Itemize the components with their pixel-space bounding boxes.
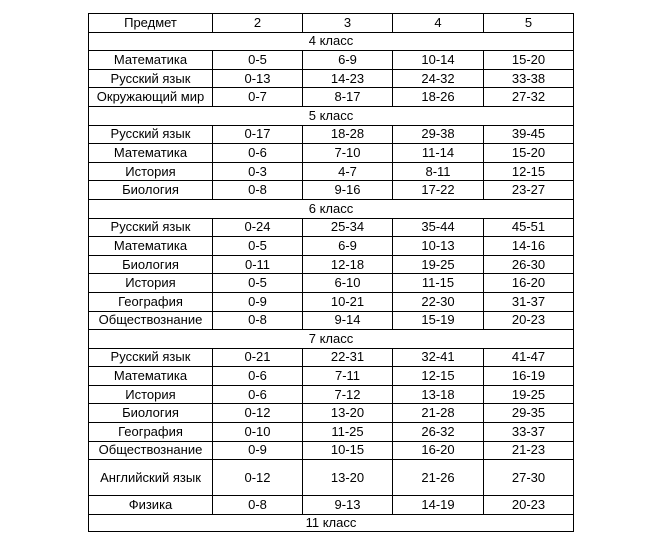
score-range-cell: 10-15	[303, 441, 393, 460]
score-range-cell: 41-47	[484, 348, 574, 367]
score-range-cell: 21-23	[484, 441, 574, 460]
table-row	[89, 404, 574, 423]
score-range-cell: 7-12	[303, 385, 393, 404]
score-range-cell: 33-37	[484, 423, 574, 442]
table-row	[89, 274, 574, 293]
score-range-cell: 35-44	[393, 218, 484, 237]
score-range-cell: 14-16	[484, 237, 574, 256]
table-row	[89, 348, 574, 367]
score-range-cell: 0-5	[213, 274, 303, 293]
score-range-cell: 0-9	[213, 292, 303, 311]
score-range-cell: 7-10	[303, 144, 393, 163]
section-title: 7 класс	[89, 330, 574, 349]
subject-cell: Математика	[89, 237, 213, 256]
section-header-row	[89, 514, 574, 531]
subject-cell: История	[89, 274, 213, 293]
score-range-cell: 0-8	[213, 311, 303, 330]
section-title: 4 класс	[89, 32, 574, 51]
score-range-cell: 16-20	[393, 441, 484, 460]
score-range-cell: 26-32	[393, 423, 484, 442]
score-range-cell: 10-21	[303, 292, 393, 311]
score-range-cell: 22-30	[393, 292, 484, 311]
score-range-cell: 0-8	[213, 496, 303, 515]
score-range-cell: 0-24	[213, 218, 303, 237]
table-row	[89, 51, 574, 70]
section-title: 5 класс	[89, 106, 574, 125]
score-range-cell: 18-26	[393, 88, 484, 107]
score-range-cell: 24-32	[393, 69, 484, 88]
score-range-cell: 9-13	[303, 496, 393, 515]
subject-cell: Обществознание	[89, 441, 213, 460]
table-body	[89, 14, 574, 532]
subject-cell: Биология	[89, 255, 213, 274]
section-header-row	[89, 330, 574, 349]
table-row	[89, 144, 574, 163]
table-row	[89, 460, 574, 496]
subject-cell: Математика	[89, 367, 213, 386]
header-cell-grade-3: 3	[303, 14, 393, 33]
header-cell-grade-2: 2	[213, 14, 303, 33]
score-range-cell: 15-20	[484, 144, 574, 163]
table-row	[89, 367, 574, 386]
score-range-cell: 13-18	[393, 385, 484, 404]
table-row	[89, 385, 574, 404]
table-row	[89, 311, 574, 330]
score-range-cell: 27-32	[484, 88, 574, 107]
score-range-cell: 13-20	[303, 460, 393, 496]
score-range-cell: 18-28	[303, 125, 393, 144]
table-row	[89, 218, 574, 237]
score-range-cell: 10-13	[393, 237, 484, 256]
score-range-cell: 21-26	[393, 460, 484, 496]
score-range-cell: 32-41	[393, 348, 484, 367]
score-range-cell: 0-8	[213, 181, 303, 200]
score-range-cell: 0-13	[213, 69, 303, 88]
subject-cell: Биология	[89, 181, 213, 200]
score-range-cell: 6-10	[303, 274, 393, 293]
score-range-cell: 13-20	[303, 404, 393, 423]
table-row	[89, 441, 574, 460]
score-range-cell: 16-20	[484, 274, 574, 293]
subject-cell: Русский язык	[89, 69, 213, 88]
subject-cell: Математика	[89, 51, 213, 70]
table-row	[89, 162, 574, 181]
table-row	[89, 69, 574, 88]
score-range-cell: 25-34	[303, 218, 393, 237]
score-range-cell: 19-25	[484, 385, 574, 404]
score-range-cell: 0-5	[213, 51, 303, 70]
score-range-cell: 29-38	[393, 125, 484, 144]
score-range-cell: 14-23	[303, 69, 393, 88]
subject-cell: Английский язык	[89, 460, 213, 496]
subject-cell: Русский язык	[89, 125, 213, 144]
score-range-cell: 0-21	[213, 348, 303, 367]
table-row	[89, 255, 574, 274]
score-range-cell: 21-28	[393, 404, 484, 423]
table-row	[89, 292, 574, 311]
table-row	[89, 181, 574, 200]
subject-cell: Математика	[89, 144, 213, 163]
subject-cell: География	[89, 292, 213, 311]
score-range-cell: 0-6	[213, 385, 303, 404]
score-range-cell: 27-30	[484, 460, 574, 496]
score-range-cell: 12-15	[484, 162, 574, 181]
table-row	[89, 237, 574, 256]
score-range-cell: 33-38	[484, 69, 574, 88]
score-range-cell: 20-23	[484, 311, 574, 330]
score-range-cell: 0-12	[213, 460, 303, 496]
score-range-cell: 8-17	[303, 88, 393, 107]
score-range-cell: 0-5	[213, 237, 303, 256]
score-range-cell: 0-9	[213, 441, 303, 460]
score-range-cell: 0-6	[213, 144, 303, 163]
score-range-cell: 31-37	[484, 292, 574, 311]
score-range-cell: 9-14	[303, 311, 393, 330]
score-range-cell: 11-15	[393, 274, 484, 293]
score-range-cell: 0-12	[213, 404, 303, 423]
score-range-cell: 12-18	[303, 255, 393, 274]
table-row	[89, 496, 574, 515]
section-header-row	[89, 32, 574, 51]
score-range-cell: 6-9	[303, 51, 393, 70]
score-range-cell: 0-7	[213, 88, 303, 107]
subject-cell: История	[89, 162, 213, 181]
header-cell-subject: Предмет	[89, 14, 213, 33]
score-range-cell: 4-7	[303, 162, 393, 181]
grade-thresholds-table	[88, 13, 574, 532]
score-range-cell: 10-14	[393, 51, 484, 70]
section-title: 11 класс	[89, 514, 574, 531]
score-range-cell: 39-45	[484, 125, 574, 144]
score-range-cell: 15-20	[484, 51, 574, 70]
subject-cell: Окружающий мир	[89, 88, 213, 107]
score-range-cell: 29-35	[484, 404, 574, 423]
score-range-cell: 16-19	[484, 367, 574, 386]
score-range-cell: 17-22	[393, 181, 484, 200]
table-row	[89, 88, 574, 107]
score-range-cell: 9-16	[303, 181, 393, 200]
score-range-cell: 0-17	[213, 125, 303, 144]
score-range-cell: 7-11	[303, 367, 393, 386]
score-range-cell: 19-25	[393, 255, 484, 274]
section-title: 6 класс	[89, 199, 574, 218]
score-range-cell: 15-19	[393, 311, 484, 330]
subject-cell: География	[89, 423, 213, 442]
subject-cell: История	[89, 385, 213, 404]
score-range-cell: 6-9	[303, 237, 393, 256]
score-range-cell: 0-6	[213, 367, 303, 386]
header-cell-grade-4: 4	[393, 14, 484, 33]
score-range-cell: 45-51	[484, 218, 574, 237]
subject-cell: Биология	[89, 404, 213, 423]
table-row	[89, 125, 574, 144]
header-cell-grade-5: 5	[484, 14, 574, 33]
subject-cell: Русский язык	[89, 348, 213, 367]
score-range-cell: 11-14	[393, 144, 484, 163]
score-range-cell: 14-19	[393, 496, 484, 515]
section-header-row	[89, 106, 574, 125]
subject-cell: Русский язык	[89, 218, 213, 237]
score-range-cell: 0-10	[213, 423, 303, 442]
section-header-row	[89, 199, 574, 218]
score-range-cell: 0-3	[213, 162, 303, 181]
score-range-cell: 26-30	[484, 255, 574, 274]
score-range-cell: 23-27	[484, 181, 574, 200]
subject-cell: Обществознание	[89, 311, 213, 330]
score-range-cell: 22-31	[303, 348, 393, 367]
subject-cell: Физика	[89, 496, 213, 515]
header-row	[89, 14, 574, 33]
score-range-cell: 20-23	[484, 496, 574, 515]
score-range-cell: 12-15	[393, 367, 484, 386]
table-row	[89, 423, 574, 442]
score-range-cell: 0-11	[213, 255, 303, 274]
score-range-cell: 11-25	[303, 423, 393, 442]
score-range-cell: 8-11	[393, 162, 484, 181]
